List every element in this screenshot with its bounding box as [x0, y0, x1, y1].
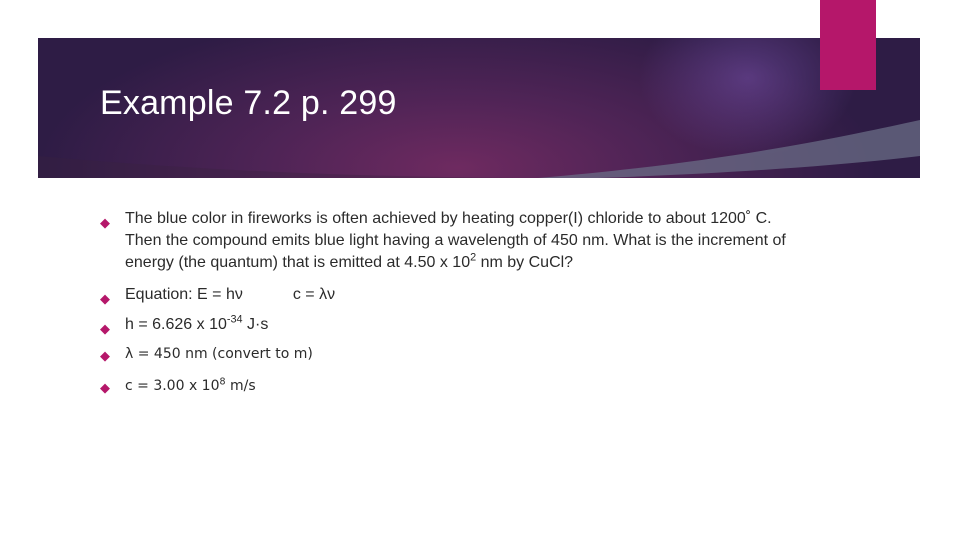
problem-exponent: 2 — [470, 251, 477, 264]
speed-text: c = 3.00 x 10 — [125, 378, 220, 394]
bullet-equation — [100, 284, 790, 306]
equation-speed-of-light: c = λν — [292, 286, 336, 303]
diamond-bullet-icon: ◆ — [100, 321, 110, 336]
diamond-bullet-icon: ◆ — [100, 291, 110, 306]
diamond-bullet-icon: ◆ — [100, 381, 110, 396]
equation-energy: Equation: E = hν — [125, 286, 243, 303]
accent-bar — [820, 0, 876, 90]
planck-text: h = 6.626 x 10 — [125, 316, 227, 333]
diamond-bullet-icon: ◆ — [100, 215, 110, 230]
bullet-wavelength — [100, 344, 790, 364]
speed-units: m/s — [225, 378, 256, 394]
bullet-problem-statement — [100, 208, 790, 274]
planck-exponent: -34 — [226, 313, 243, 326]
diamond-bullet-icon: ◆ — [100, 349, 110, 364]
problem-text-end: nm by CuCl? — [476, 254, 574, 271]
planck-units: J·s — [242, 316, 269, 333]
speed-exponent: 8 — [219, 376, 226, 388]
bullet-speed-of-light — [100, 376, 790, 396]
bullet-planck-constant — [100, 314, 790, 336]
wavelength-text: λ = 450 nm (convert to m) — [125, 346, 313, 362]
bullet-list — [100, 208, 790, 396]
slide-title: Example 7.2 p. 299 — [100, 84, 397, 122]
problem-text: The blue color in fireworks is often achieved by heating copper(I) chloride to about 1200˚ C. Then the compound emits blue light having a wavelength of 450 nm. What is the increment of energy (the quantum) that is emitted at 4.50 x 10 — [125, 210, 786, 271]
